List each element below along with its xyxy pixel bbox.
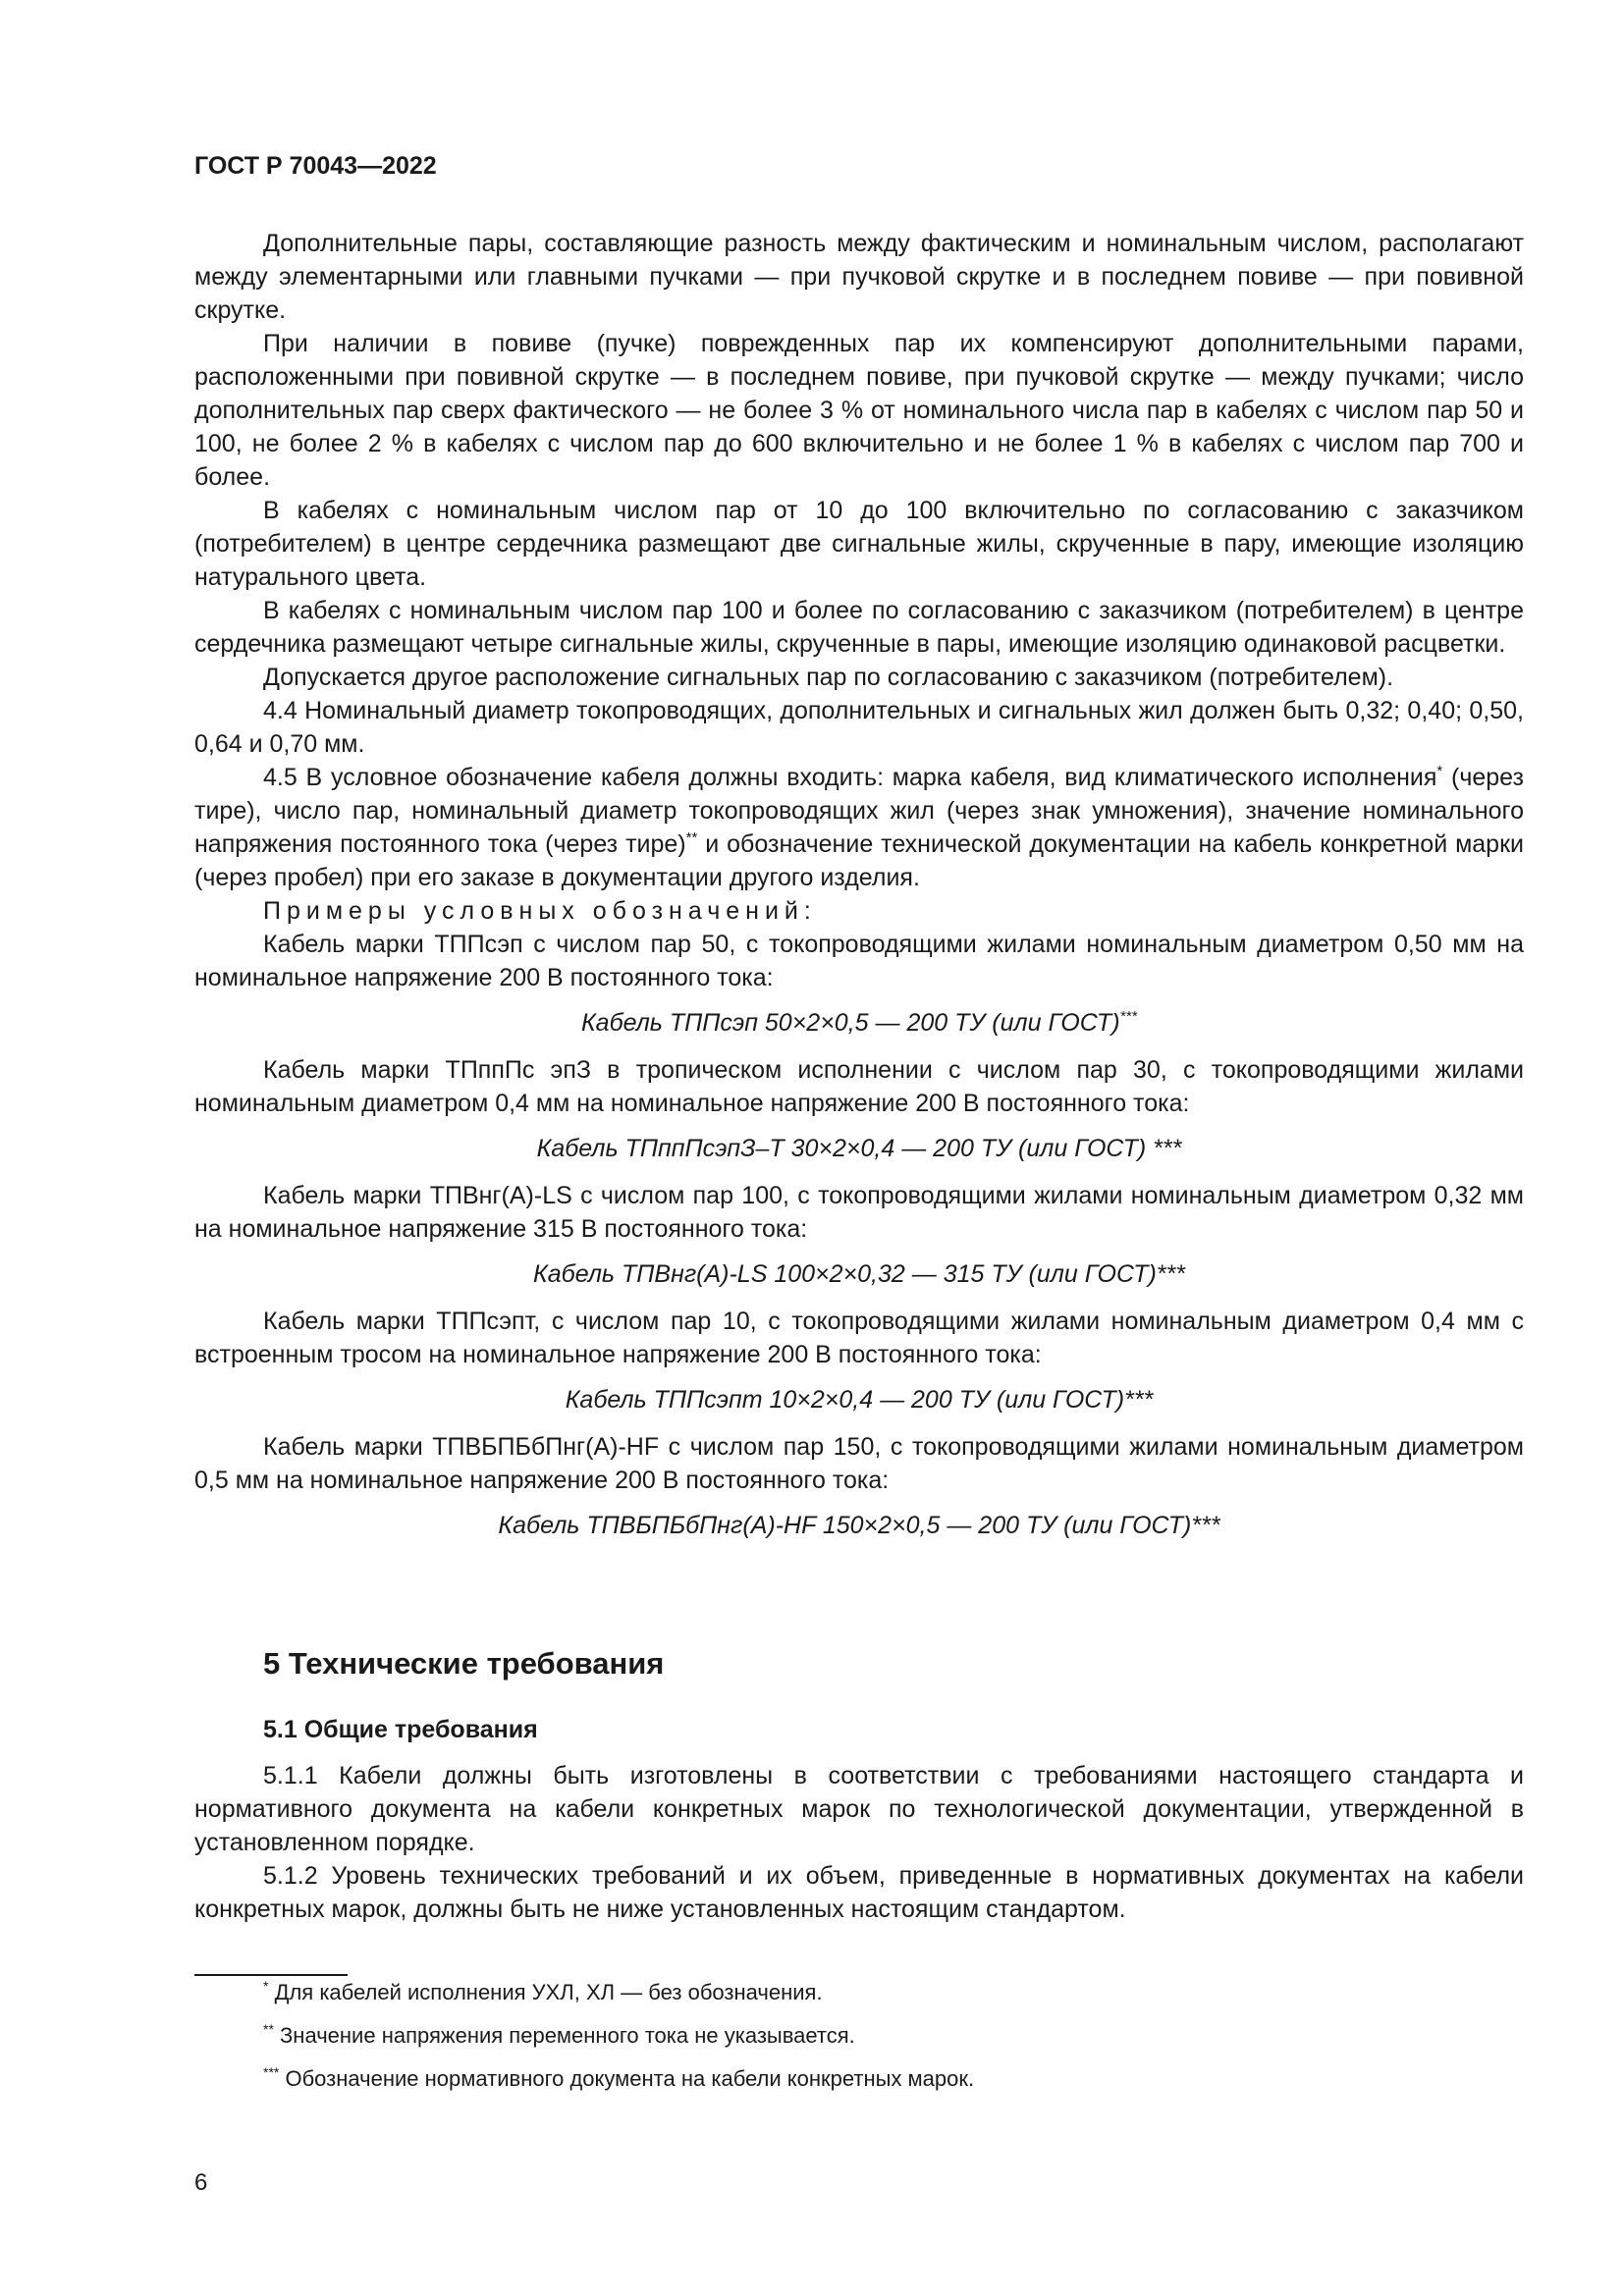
- example-5-description: Кабель марки ТПВБПБбПнг(А)-HF с числом пар 150, с токопроводящими жилами номинальным диаметром 0,5 мм на номинальное напряжение 200 В постоянного тока:: [194, 1433, 1524, 1494]
- section-5-body: [194, 1759, 1524, 1926]
- example-2-description: Кабель марки ТПппПс эпЗ в тропическом исполнении с числом пар 30, с токопроводящими жилами номинальным диаметром 0,4 мм на номинальное напряжение 200 В постоянного тока:: [194, 1056, 1524, 1117]
- footnote-1-mark: *: [263, 1978, 269, 1994]
- paragraph-additional-pairs: Дополнительные пары, составляющие разность между фактическим и номинальным числом, располагают между элементарными или главными пучками — при пучковой скрутке и в последнем повиве — при повивной скрутке.: [194, 230, 1524, 324]
- paragraph-4-5-part-c: и обозначение технической документации на кабель конкретной марки (через пробел) при его заказе в документации другого изделия.: [194, 830, 1524, 891]
- example-3-description: Кабель марки ТПВнг(А)-LS с числом пар 100, с токопроводящими жилами номинальным диаметром 0,32 мм на номинальное напряжение 315 В постоянного тока:: [194, 1182, 1524, 1243]
- footnote-ref-3: ***: [1119, 1008, 1138, 1025]
- example-5-designation: Кабель ТПВБПБбПнг(А)-HF 150×2×0,5 — 200 ТУ (или ГОСТ)***: [498, 1512, 1220, 1539]
- footnote-ref-2: **: [685, 829, 698, 846]
- paragraph-damaged-pairs: При наличии в повиве (пучке) поврежденных пар их компенсируют дополнительными парами, расположенными при повивной скрутке — в последнем повиве, при пучковой скрутке — между пучками; число дополнительных пар сверх фактического — не более 3 % от номинального числа пар в кабелях с числом пар 50 и 100, не более 2 % в кабелях с числом пар до 600 включительно и не более 1 % в кабелях с числом пар 700 и более.: [194, 330, 1524, 491]
- section-5-1-heading: 5.1 Общие требования: [263, 1716, 538, 1743]
- example-2-designation: Кабель ТПппПсэпЗ–Т 30×2×0,4 — 200 ТУ (или ГОСТ) ***: [536, 1135, 1182, 1162]
- paragraph-other-arrangement: Допускается другое расположение сигнальных пар по согласованию с заказчиком (потребителем).: [263, 664, 1394, 691]
- footnote-divider: [194, 1974, 348, 1976]
- paragraph-4-5-part-a: 4.5 В условное обозначение кабеля должны входить: марка кабеля, вид климатического исполнения: [263, 764, 1437, 791]
- section-5-heading: 5 Технические требования: [263, 1646, 665, 1681]
- paragraph-signal-wires-100-plus: В кабелях с номинальным числом пар 100 и более по согласованию с заказчиком (потребителем) в центре сердечника размещают четыре сигнальные жилы, скрученные в пары, имеющие изоляцию одинаковой расцветки.: [194, 597, 1524, 658]
- example-4-description: Кабель марки ТППсэпт, с числом пар 10, с токопроводящими жилами номинальным диаметром 0,4 мм с встроенным тросом на номинальное напряжение 200 В постоянного тока:: [194, 1308, 1524, 1368]
- paragraph-4-5-part-b: (через тире), число пар, номинальный диаметр токопроводящих жил (через знак умножения), значение номинального напряжения постоянного тока (через тире): [194, 764, 1524, 858]
- footnote-2-text: Значение напряжения переменного тока не указывается.: [273, 2023, 855, 2048]
- examples-heading: Примеры условных обозначений:: [263, 897, 817, 925]
- paragraph-4-5: [194, 761, 1524, 894]
- paragraph-signal-wires-10-100: В кабелях с номинальным числом пар от 10 до 100 включительно по согласованию с заказчиком (потребителем) в центре сердечника размещают две сигнальные жилы, скрученные в пару, имеющие изоляцию натурального цвета.: [194, 497, 1524, 591]
- footnote-2-mark: **: [263, 2021, 274, 2037]
- example-3-designation: Кабель ТПВнг(А)-LS 100×2×0,32 — 315 ТУ (или ГОСТ)***: [533, 1260, 1185, 1288]
- example-1-description: Кабель марки ТППсэп с числом пар 50, с токопроводящими жилами номинальным диаметром 0,50 мм на номинальное напряжение 200 В постоянного тока:: [194, 931, 1524, 991]
- footnote-3-mark: ***: [263, 2064, 280, 2080]
- footnote-1-text: Для кабелей исполнения УХЛ, ХЛ — без обозначения.: [268, 1980, 823, 2004]
- document-code: ГОСТ Р 70043—2022: [194, 152, 437, 180]
- footnote-3-text: Обозначение нормативного документа на кабели конкретных марок.: [279, 2066, 975, 2091]
- example-1-designation: [194, 1006, 1524, 1040]
- footnote-2: [263, 2020, 1441, 2052]
- paragraph-4-4: 4.4 Номинальный диаметр токопроводящих, дополнительных и сигнальных жил должен быть 0,32; 0,40; 0,50, 0,64 и 0,70 мм.: [194, 697, 1524, 758]
- footnotes: [263, 1977, 1441, 2107]
- page-number: 6: [194, 2169, 208, 2196]
- footnote-ref-1: *: [1436, 763, 1443, 779]
- paragraph-5-1-2: 5.1.2 Уровень технических требований и их объем, приведенные в нормативных документах на кабели конкретных марок, должны быть не ниже установленных настоящим стандартом.: [194, 1862, 1524, 1923]
- example-1-code: Кабель ТППсэп 50×2×0,5 — 200 ТУ (или ГОСТ): [580, 1009, 1120, 1037]
- paragraph-5-1-1: 5.1.1 Кабели должны быть изготовлены в соответствии с требованиями настоящего стандарта и нормативного документа на кабели конкретных марок по технологической документации, утвержденной в установленном порядке.: [194, 1762, 1524, 1856]
- footnote-3: [263, 2063, 1441, 2095]
- example-4-designation: Кабель ТППсэпт 10×2×0,4 — 200 ТУ (или ГОСТ)***: [565, 1386, 1154, 1414]
- body-text: [194, 227, 1524, 1556]
- footnote-1: [263, 1977, 1441, 2008]
